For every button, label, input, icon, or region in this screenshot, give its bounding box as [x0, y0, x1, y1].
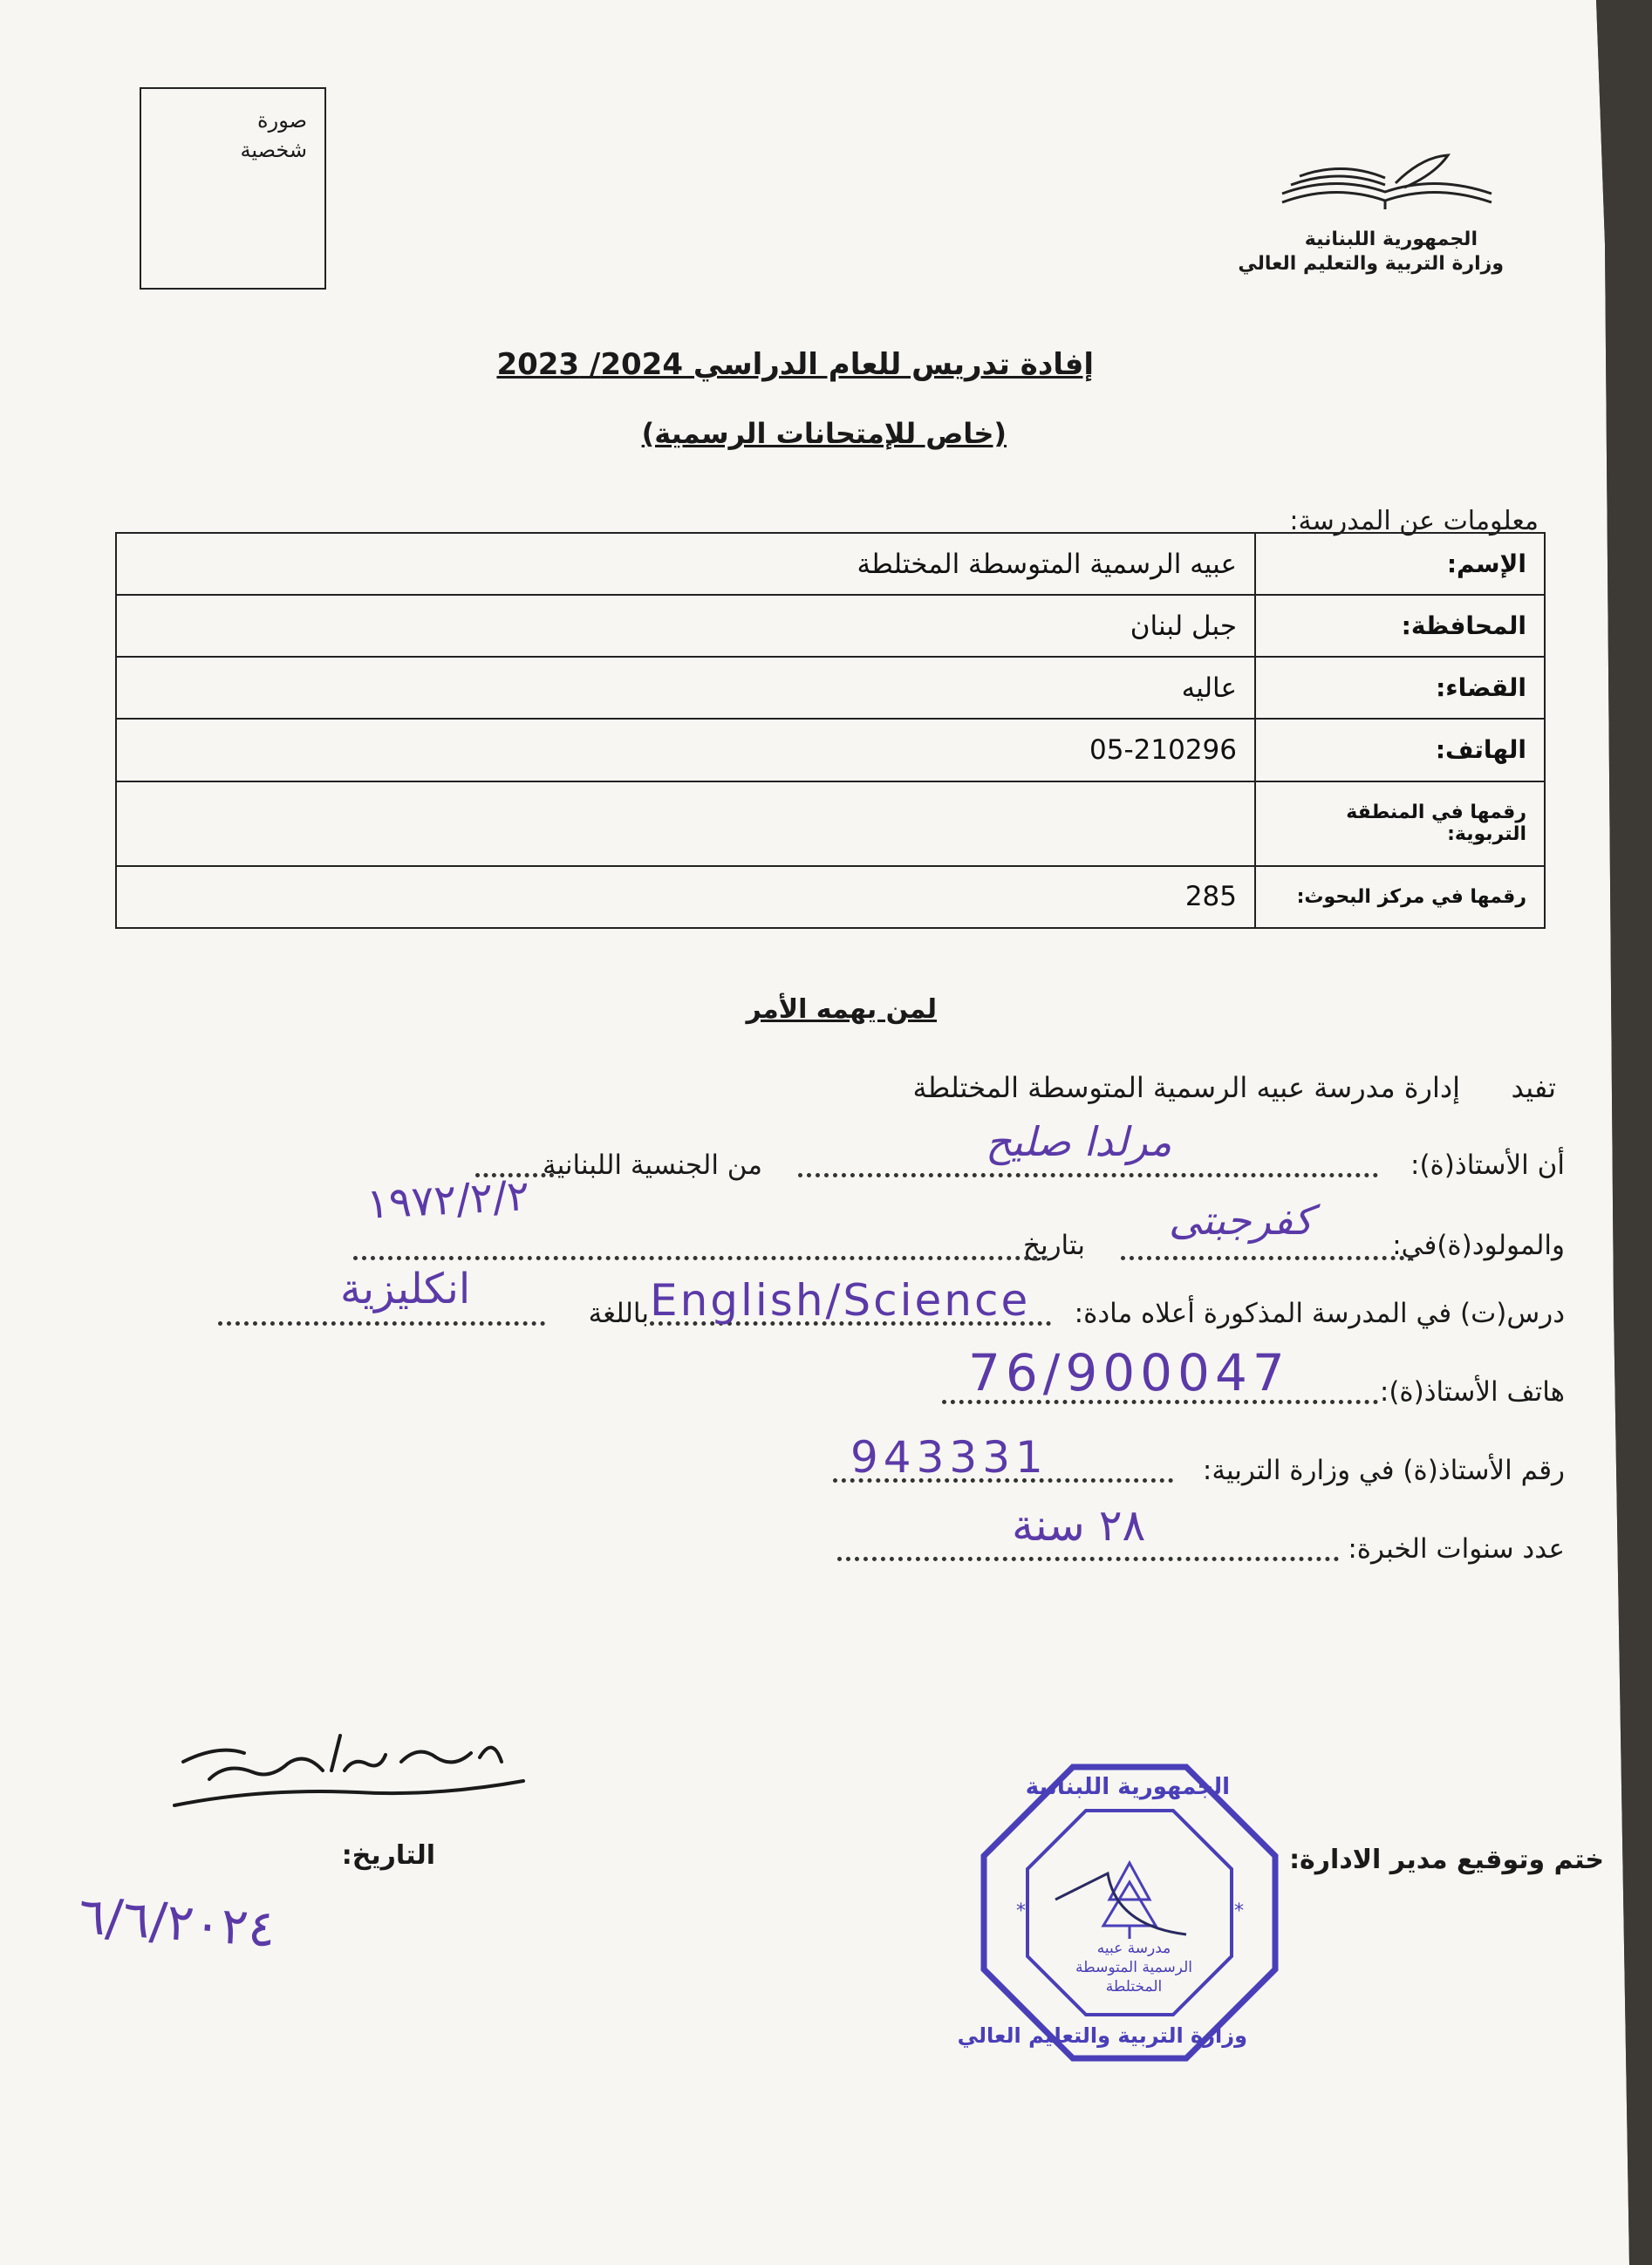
- language-label: باللغة: [588, 1298, 649, 1329]
- name-label: الإسم:: [1255, 533, 1545, 595]
- ministry-heading: وزارة التربية والتعليم العالي: [1238, 253, 1504, 275]
- birthdate-dots: [353, 1256, 1047, 1260]
- table-row: [116, 533, 1545, 595]
- footer-date-handwritten: ٦/٦/٢٠٢٤: [76, 1886, 278, 1959]
- teacher-phone-label: هاتف الأستاذ(ة):: [1379, 1376, 1565, 1408]
- table-row: [116, 595, 1545, 657]
- svg-text:*: *: [1234, 1900, 1244, 1922]
- experience-dots: [837, 1557, 1339, 1561]
- document-subtitle: (خاص للإمتحانات الرسمية): [641, 417, 1007, 450]
- table-row: [116, 781, 1545, 866]
- subject-label: درس(ت) في المدرسة المذكورة أعلاه مادة:: [1074, 1298, 1565, 1329]
- stamp-octagon-icon: [957, 1760, 1282, 2065]
- district-label: القضاء:: [1255, 657, 1545, 719]
- region-number-value: [116, 781, 1255, 866]
- ministry-number-handwritten: 943331: [850, 1432, 1048, 1483]
- stamp-ring-bottom: وزارة التربية والتعليم العالي: [957, 2023, 1247, 2048]
- teacher-name-handwritten: مرلدا صليح: [986, 1118, 1172, 1165]
- table-row: [116, 719, 1545, 781]
- birthplace-handwritten: كفرجبتى: [1169, 1197, 1314, 1244]
- district-value: عاليه: [116, 657, 1255, 719]
- school-info-heading: معلومات عن المدرسة:: [1289, 506, 1539, 536]
- stamp-ring-top: الجمهورية اللبنانية: [1025, 1774, 1230, 1800]
- phone-value: 05-210296: [116, 719, 1255, 781]
- photo-label-2: شخصية: [240, 138, 307, 162]
- school-name-value: عبيه الرسمية المتوسطة المختلطة: [116, 533, 1255, 595]
- official-stamp: [957, 1760, 1282, 2065]
- birthdate-label: بتاريخ: [1022, 1230, 1085, 1261]
- svg-text:*: *: [1016, 1900, 1026, 1922]
- birthplace-dots: [1121, 1256, 1413, 1260]
- governorate-label: المحافظة:: [1255, 595, 1545, 657]
- phone-label: الهاتف:: [1255, 719, 1545, 781]
- table-row: [116, 657, 1545, 719]
- teacher-phone-handwritten: 76/900047: [968, 1343, 1290, 1402]
- governorate-value: جبل لبنان: [116, 595, 1255, 657]
- research-center-number-label: رقمها في مركز البحوث:: [1255, 866, 1545, 928]
- teacher-dots: [798, 1173, 1378, 1177]
- ministry-book-logo: [1273, 148, 1500, 218]
- subject-handwritten: English/Science: [650, 1275, 1031, 1326]
- photo-box: [140, 87, 326, 290]
- birthplace-label: والمولود(ة)في:: [1392, 1230, 1565, 1261]
- stamp-school-name: مدرسة عبيه الرسمية المتوسطة المختلطة: [1075, 1940, 1192, 1996]
- experience-handwritten: ٢٨ سنة: [1012, 1500, 1146, 1551]
- footer-date-label: التاريخ:: [341, 1840, 435, 1871]
- experience-label: عدد سنوات الخبرة:: [1348, 1533, 1565, 1565]
- teacher-label: أن الأستاذ(ة):: [1410, 1150, 1565, 1181]
- intro-administration: إدارة مدرسة عبيه الرسمية المتوسطة المختلطة: [912, 1071, 1460, 1104]
- addressee: لمن يهمه الأمر: [746, 994, 937, 1025]
- stamp-signature-label: ختم وتوقيع مدير الادارة:: [1289, 1845, 1604, 1875]
- nationality-label: من الجنسية اللبنانية: [542, 1150, 762, 1181]
- republic-heading: الجمهورية اللبنانية: [1304, 229, 1478, 250]
- school-info-table: [115, 532, 1546, 929]
- birthdate-handwritten: ١٩٧٢/٢/٢: [365, 1171, 531, 1229]
- ministry-number-label: رقم الأستاذ(ة) في وزارة التربية:: [1202, 1455, 1565, 1486]
- region-number-label: رقمها في المنطقة التربوية:: [1255, 781, 1545, 866]
- research-center-number-value: 285: [116, 866, 1255, 928]
- language-handwritten: انكليزية: [340, 1265, 471, 1313]
- document-title: إفادة تدريس للعام الدراسي 2024/ 2023: [496, 347, 1094, 382]
- language-dots: [218, 1321, 545, 1326]
- table-row: [116, 866, 1545, 928]
- photo-label-1: صورة: [257, 108, 307, 133]
- teacher-signature: [157, 1709, 541, 1832]
- intro-verb: تفيد: [1511, 1071, 1556, 1104]
